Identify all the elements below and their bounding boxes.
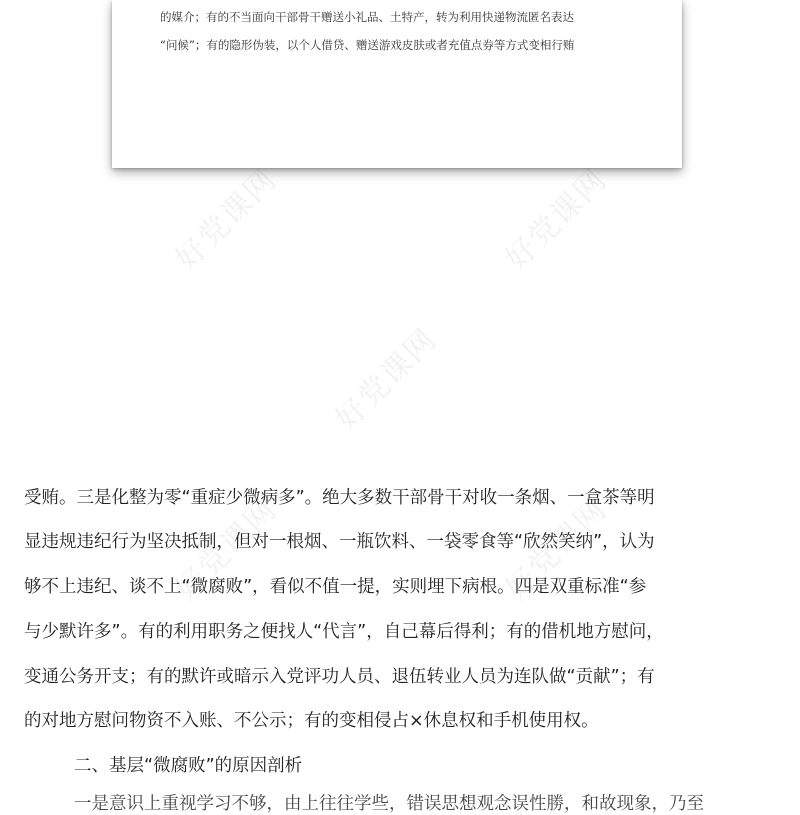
document-text-line: 变通公务开支；有的默许或暗示入党评功人员、退伍转业人员为连队做“贡献”；有 [24,667,655,687]
document-text-line: 与少默许多”。有的利用职务之便找人“代言”，自己幕后得利；有的借机地方慰问， [24,622,664,642]
watermark: 好党课网 [498,491,615,608]
watermark: 好党课网 [328,321,445,438]
document-text-line: 够不上违纪、谈不上“微腐败”，看似不值一提，实则埋下病根。四是双重标准“参 [24,577,647,597]
preview-text-line: 的媒介；有的不当面向干部骨干赠送小礼品、土特产，转为利用快递物流匿名表达 [160,10,574,24]
document-text-line: 的对地方慰问物资不入账、不公示；有的变相侵占×休息权和手机使用权。 [24,711,599,731]
watermark: 好党课网 [498,161,615,278]
document-text-line-partial: 一是意识上重视学习不够，由上往往学些，错误思想观念误性勝，和故现象，乃至 [74,794,704,814]
watermark: 好党课网 [168,491,285,608]
section-heading: 二、基层“微腐败”的原因剖析 [74,756,303,776]
document-text-line: 显违规违纪行为坚决抵制，但对一根烟、一瓶饮料、一袋零食等“欣然笑纳”，认为 [24,532,655,552]
preview-text-line: “问候”；有的隐形伪装，以个人借贷、赠送游戏皮肤或者充值点券等方式变相行贿 [160,38,575,52]
page-preview-card [112,0,682,168]
watermark: 好党课网 [168,161,285,278]
document-text-line: 受贿。三是化整为零“重症少微病多”。绝大多数干部骨干对收一条烟、一盒茶等明 [24,488,655,508]
